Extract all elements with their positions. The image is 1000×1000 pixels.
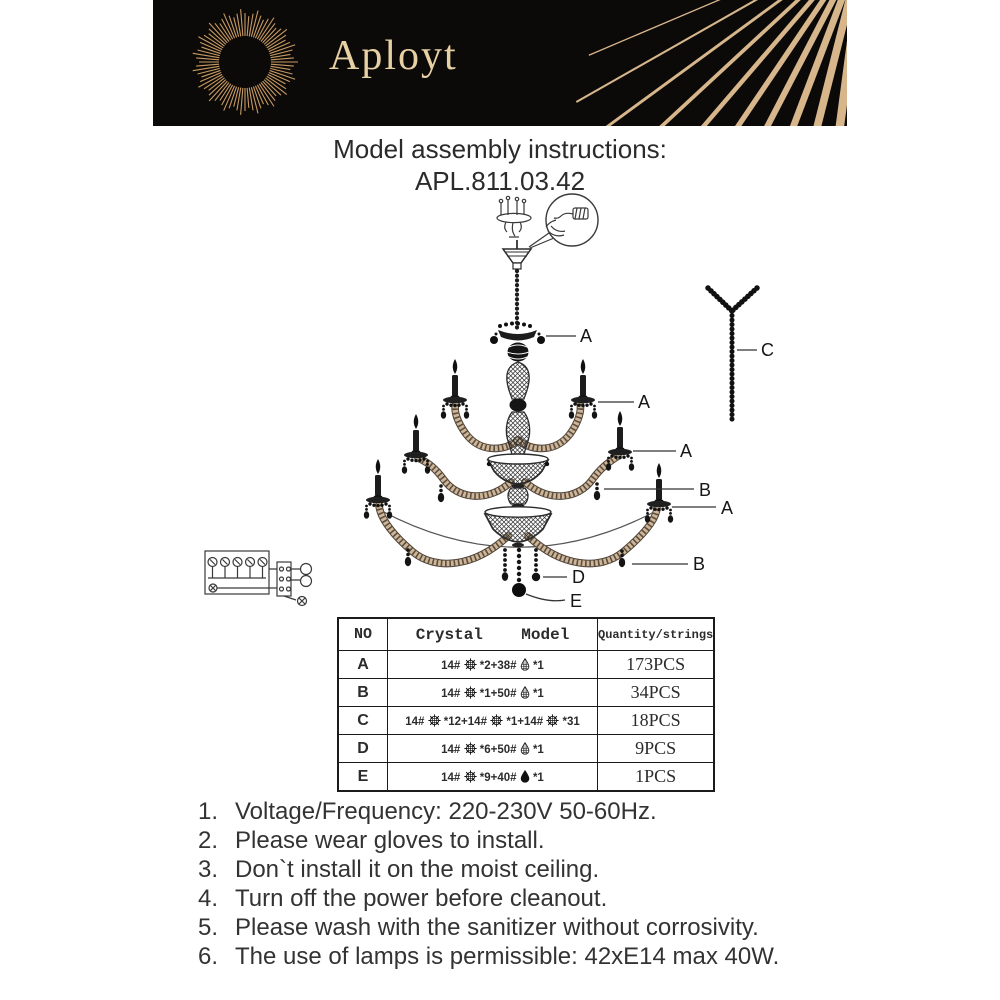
magnifier-detail <box>529 194 598 248</box>
label-b-2: B <box>693 554 706 574</box>
instruction-number: 4. <box>198 885 219 912</box>
assembly-diagram <box>0 186 1000 620</box>
gold-rays-decoration <box>153 0 847 126</box>
c-bead-string <box>708 288 757 423</box>
row-no: D <box>338 735 388 763</box>
table-row <box>338 679 714 707</box>
instruction-item <box>198 826 858 855</box>
instruction-text: Please wash with the sanitizer without corrosivity. <box>235 914 759 941</box>
parts-table <box>337 617 715 792</box>
instruction-text: Turn off the power before cleanout. <box>235 885 608 912</box>
label-a-3: A <box>680 441 693 461</box>
row-quantity: 1PCS <box>598 763 715 792</box>
row-crystal-model: 14# *1+50# *1 <box>388 679 598 707</box>
teardrop-icon <box>520 686 530 699</box>
crystal-bead-icon <box>464 742 477 755</box>
instruction-number: 1. <box>198 798 219 825</box>
table-row <box>338 735 714 763</box>
teardrop-icon <box>520 658 530 671</box>
label-a-4: A <box>721 498 734 518</box>
crystal-bead-icon <box>546 714 559 727</box>
table-header-row <box>338 618 714 651</box>
instruction-text: Voltage/Frequency: 220-230V 50-60Hz. <box>235 798 657 825</box>
parts-table-wrap <box>337 617 715 792</box>
ceiling-mount <box>497 196 531 237</box>
instruction-item <box>198 797 858 826</box>
row-crystal-model: 14# *6+50# *1 <box>388 735 598 763</box>
page-title: Model assembly instructions: <box>333 134 667 164</box>
diagram-labels <box>526 326 774 611</box>
bottom-tassels <box>502 548 540 597</box>
table-row <box>338 707 714 735</box>
instruction-text: The use of lamps is permissible: 42xE14 max 40W. <box>235 943 780 970</box>
row-quantity: 9PCS <box>598 735 715 763</box>
arm-bead-drop <box>594 482 600 500</box>
row-crystal-model: 14# *12+14# *1+14# *31 <box>388 707 598 735</box>
instruction-number: 2. <box>198 827 219 854</box>
parts-table-body <box>338 651 714 792</box>
table-row <box>338 651 714 679</box>
instruction-number: 3. <box>198 856 219 883</box>
instruction-number: 5. <box>198 914 219 941</box>
row-no: B <box>338 679 388 707</box>
row-quantity: 173PCS <box>598 651 715 679</box>
teardrop-icon <box>520 742 530 755</box>
instruction-item <box>198 913 858 942</box>
arm-bead-drop <box>438 484 444 502</box>
row-crystal-model: 14# *2+38# *1 <box>388 651 598 679</box>
crystal-bead-icon <box>464 686 477 699</box>
brand-banner <box>153 0 847 126</box>
label-a-1: A <box>580 326 593 346</box>
label-a-2: A <box>638 392 651 412</box>
chandelier-column <box>485 322 551 548</box>
label-e: E <box>570 591 583 611</box>
row-no: C <box>338 707 388 735</box>
instruction-text: Please wear gloves to install. <box>235 827 545 854</box>
instruction-text: Don`t install it on the moist ceiling. <box>235 856 600 883</box>
instruction-item <box>198 855 858 884</box>
col-header-quantity: Quantity/strings <box>598 618 715 651</box>
label-d: D <box>572 567 585 587</box>
wiring-diagram <box>205 551 312 606</box>
crystal-bead-icon <box>464 770 477 783</box>
canopy <box>503 240 531 269</box>
col-header-crystal-model: Crystal Model <box>388 618 598 651</box>
instruction-item <box>198 942 858 971</box>
model-number: APL.811.03.42 <box>414 166 586 196</box>
crystal-bead-icon <box>464 658 477 671</box>
instruction-number: 6. <box>198 943 219 970</box>
instruction-item <box>198 884 858 913</box>
col-header-no: NO <box>338 618 388 651</box>
row-quantity: 18PCS <box>598 707 715 735</box>
instructions-list <box>198 797 858 971</box>
label-b-1: B <box>699 480 712 500</box>
brand-name: Aployt <box>329 33 458 79</box>
table-row <box>338 763 714 792</box>
row-no: A <box>338 651 388 679</box>
row-no: E <box>338 763 388 792</box>
row-crystal-model: 14# *9+40# *1 <box>388 763 598 792</box>
row-quantity: 34PCS <box>598 679 715 707</box>
crystal-bead-icon <box>490 714 503 727</box>
teardrop-dark-icon <box>520 770 530 783</box>
label-c: C <box>761 340 774 360</box>
crystal-bead-icon <box>428 714 441 727</box>
